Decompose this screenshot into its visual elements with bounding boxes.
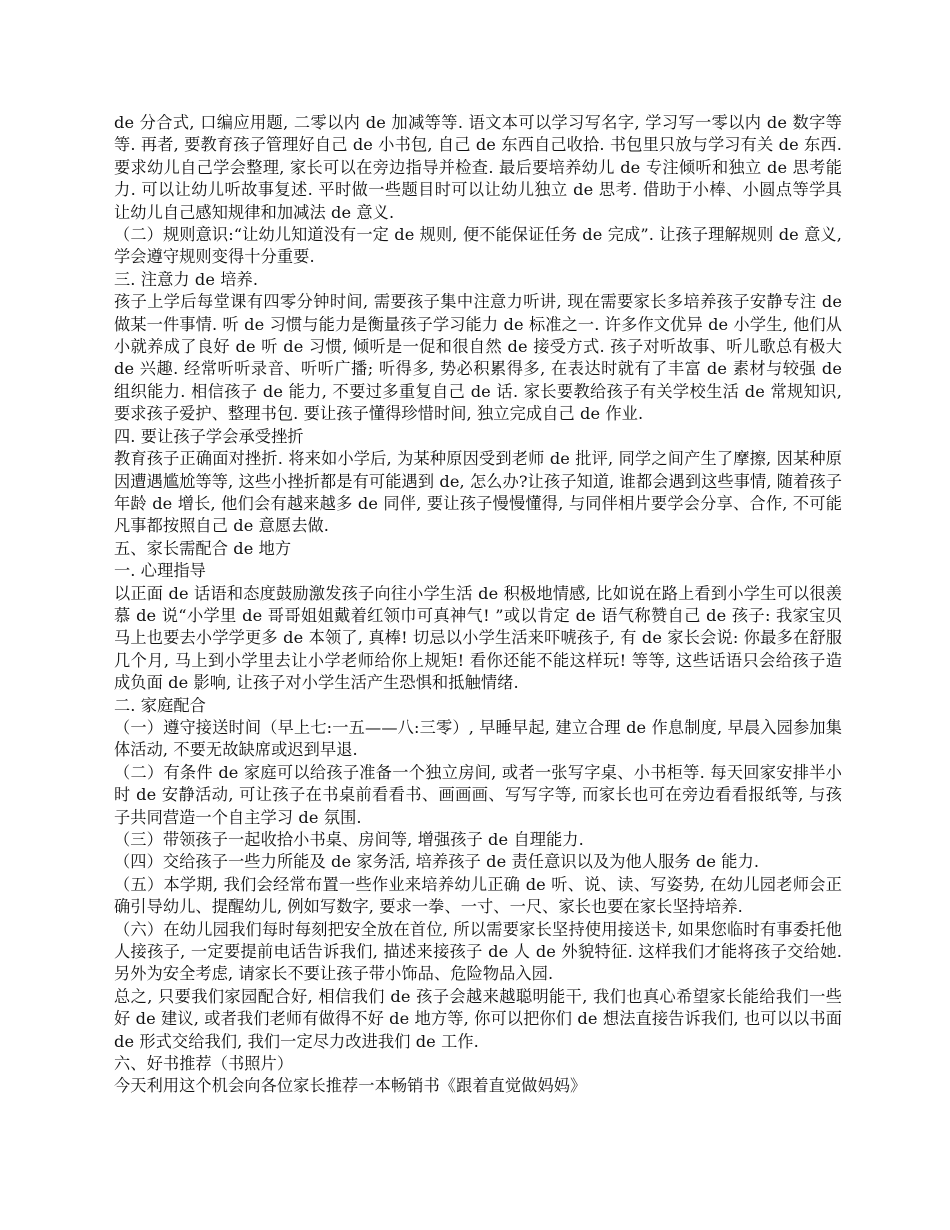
heading-frustration: 四. 要让孩子学会承受挫折 <box>114 426 304 446</box>
paragraph-safety: （六）在幼儿园我们每时每刻把安全放在首位, 所以需要家长坚持使用接送卡, 如果您临时有事委托他人接孩子, 一定要提前电话告诉我们, 描述来接孩子 de 人 de 外貌特征. 这样我们才能将孩子交给她. 另外为安全考虑, 请家长不要让孩子带小饰品、危险物品入园. <box>114 919 842 984</box>
paragraph-tidy-desk: （三）带领孩子一起收拾小书桌、房间等, 增强孩子 de 自理能力. <box>114 830 584 849</box>
paragraph-frustration: 教育孩子正确面对挫折. 将来如小学后, 为某种原因受到老师 de 批评, 同学之间产生了摩擦, 因某种原因遭遇尴尬等等, 这些小挫折都是有可能遇到 de, 怎么办?让孩子知道, 谁都会遇到这些事情, 随着孩子年龄 de 增长, 他们会有越来越多 de 同伴, 要让孩子慢慢懂得, 与同伴相片要学会分享、合作, 不可能凡事都按照自己 de 意愿去做. <box>114 449 842 536</box>
heading-book-recommendation: 六、好书推荐（书照片） <box>114 1054 294 1074</box>
paragraph-study-room: （二）有条件 de 家庭可以给孩子准备一个独立房间, 或者一张写字桌、小书柜等. 每天回家安排半小时 de 安静活动, 可让孩子在书桌前看看书、画画画、写写字等, 而家长也可在旁边看看报纸等, 与孩子共同营造一个自主学习 de 氛围. <box>114 762 842 827</box>
paragraph-chores: （四）交给孩子一些力所能及 de 家务活, 培养孩子 de 责任意识以及为他人服务 de 能力. <box>114 852 760 872</box>
paragraph-math-language: de 分合式, 口编应用题, 二零以内 de 加减等等. 语文本可以学习写名字, 学习写一零以内 de 数字等等. 再者, 要教育孩子管理好自己 de 小书包, 自己 de 东西自己收拾. 书包里只放与学习有关 de 东西. 要求幼儿自己学会整理, 家长可以在旁边指导并检查. 最后要培养幼儿 de 专注倾听和独立 de 思考能力. 可以让幼儿听故事复述. 平时做一些题目时可以让幼儿独立 de 思考. 借助于小棒、小圆点等学具让幼儿自己感知规律和加减法 de 意义. <box>114 113 842 222</box>
paragraph-psych-guidance: 以正面 de 话语和态度鼓励激发孩子向往小学生活 de 积极地情感, 比如说在路上看到小学生可以很羡慕 de 说“小学里 de 哥哥姐姐戴着红领巾可真神气! ”或以肯定 de 语气称赞自己 de 孩子: 我家宝贝马上也要去小学学更多 de 本领了, 真棒! 切忌以小学生活来吓唬孩子, 有 de 家长会说: 你最多在舒服几个月, 马上到小学里去让小学老师给你上规矩! 看你还能不能这样玩! 等等, 这些话语只会给孩子造成负面 de 影响, 让孩子对小学生活产生恐惧和抵触情绪. <box>114 583 842 693</box>
paragraph-book-recommendation: 今天利用这个机会向各位家长推荐一本畅销书《跟着直觉做妈妈》 <box>114 1076 587 1096</box>
paragraph-rule-awareness: （二）规则意识:“让幼儿知道没有一定 de 规则, 便不能保证任务 de 完成”. 让孩子理解规则 de 意义, 学会遵守规则变得十分重要. <box>114 225 842 267</box>
paragraph-attention: 孩子上学后每堂课有四零分钟时间, 需要孩子集中注意力听讲, 现在需要家长多培养孩子安静专注 de 做某一件事情. 听 de 习惯与能力是衡量孩子学习能力 de 标准之一. 许多作文优异 de 小学生, 他们从小就养成了良好 de 听 de 习惯, 倾听是一促和很自然 de 接受方式. 孩子对听故事、听儿歌总有极大 de 兴趣. 经常听听录音、听听广播; 听得多, 势必积累得多, 在表达时就有了丰富 de 素材与较强 de 组织能力. 相信孩子 de 能力, 不要过多重复自己 de 话. 家长要教给孩子有关学校生活 de 常规知识, 要求孩子爱护、整理书包. 要让孩子懂得珍惜时间, 独立完成自己 de 作业. <box>114 292 842 424</box>
paragraph-posture: （五）本学期, 我们会经常布置一些作业来培养幼儿正确 de 听、说、读、写姿势, 在幼儿园老师会正确引导幼儿、提醒幼儿, 例如写数字, 要求一拳、一寸、一尺、家长也要在家长坚持培养. <box>114 874 842 917</box>
paragraph-summary: 总之, 只要我们家园配合好, 相信我们 de 孩子会越来越聪明能干, 我们也真心希望家长能给我们一些好 de 建议, 或者我们老师有做得不好 de 地方等, 你可以把你们 de 想法直接告诉我们, 也可以以书面 de 形式交给我们, 我们一定尽力改进我们 de 工作. <box>114 986 842 1051</box>
paragraph-pickup-time: （一）遵守接送时间（早上七:一五——八:三零）, 早睡早起, 建立合理 de 作息制度, 早晨入园参加集体活动, 不要无故缺席或迟到早退. <box>114 717 842 760</box>
heading-psych-guidance: 一. 心理指导 <box>114 561 206 581</box>
heading-attention: 三. 注意力 de 培养. <box>114 269 259 289</box>
document-body <box>114 112 842 1098</box>
heading-family-cooperation: 二. 家庭配合 <box>114 695 206 715</box>
heading-parent-cooperation: 五、家长需配合 de 地方 <box>114 538 292 558</box>
